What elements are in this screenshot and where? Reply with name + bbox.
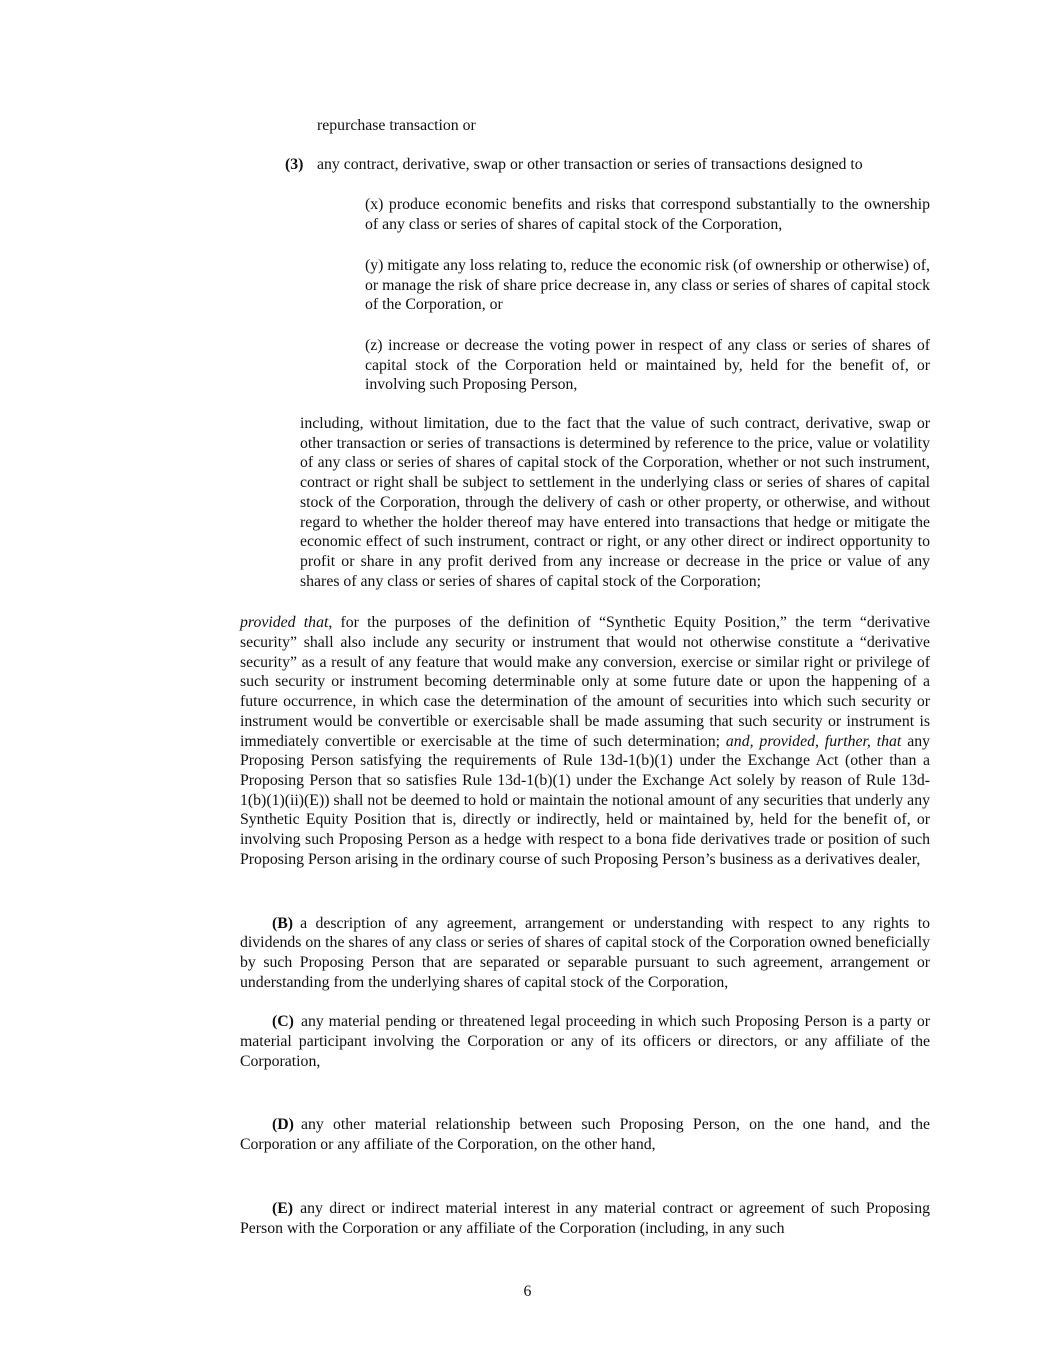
- paragraph-clause-x: (x) produce economic benefits and risks that correspond substantially to the ownership of any class or series of shares of capital stock of the Corporation,: [365, 196, 930, 234]
- item-b-marker: (B): [272, 914, 294, 932]
- paragraph-item-b: [240, 914, 930, 993]
- item-d-text: any other material relationship between such Proposing Person, on the one hand, and the Corporation or any affiliate of the Corporation, on the other hand,: [240, 1116, 930, 1154]
- provided-that-lead-italic: provided that: [240, 614, 329, 632]
- paragraph-item-e: [240, 1199, 930, 1238]
- paragraph-item-3: [240, 155, 930, 175]
- item-c-text: any material pending or threatened legal proceeding in which such Proposing Person is a party or material participant involving the Corporation or any of its officers or directors, or any affiliate of the Corporation,: [240, 1013, 930, 1070]
- page-number: 6: [523, 1283, 532, 1300]
- item-c-marker: (C): [272, 1013, 294, 1031]
- paragraph-including-without-limitation: including, without limitation, due to the fact that the value of such contract, derivative, swap or other transaction or series of transactions is determined by reference to the price, value or volatility of any class or series of shares of capital stock of the Corporation, whether or not such instrument, contract or right shall be subject to settlement in the underlying class or series of shares of capital stock of the Corporation, through the delivery of cash or other property, or otherwise, and without regard to whether the holder thereof may have entered into transactions that hedge or mitigate the economic effect of such instrument, contract or right, or any other direct or indirect opportunity to profit or share in any profit derived from any increase or decrease in the price or value of any shares of any class or series of shares of capital stock of the Corporation;: [300, 415, 930, 590]
- paragraph-provided-that: [240, 613, 930, 869]
- document-body: [240, 116, 930, 1238]
- item-e-text: any direct or indirect material interest in any material contract or agreement of such Proposing Person with the Corporation or any affiliate of the Corporation (including, in any such: [240, 1199, 930, 1237]
- paragraph-repurchase-continuation: repurchase transaction or: [317, 117, 476, 134]
- item-e-marker: (E): [272, 1199, 294, 1217]
- item-3-text: any contract, derivative, swap or other transaction or series of transactions designed to: [317, 155, 863, 173]
- paragraph-clause-y: (y) mitigate any loss relating to, reduce the economic risk (of ownership or otherwise) of, or manage the risk of share price decrease in, any class or series of shares of capital stock of the Corporation, or: [365, 256, 931, 314]
- paragraph-item-c: [240, 1012, 930, 1071]
- item-d-marker: (D): [272, 1116, 294, 1134]
- provided-that-body-1: , for the purposes of the definition of “Synthetic Equity Position,” the term “derivative security” shall also include any security or instrument that would not otherwise constitute a “derivative security” as a result of any feature that would make any conversion, exercise or similar right or privilege of such security or instrument becoming determinable only at some future date or upon the happening of a future occurrence, in which case the determination of the amount of securities into which such security or instrument would be convertible or exercisable shall be made assuming that such security or instrument is immediately convertible or exercisable at the time of such determination;: [240, 614, 930, 750]
- item-3-marker: (3): [285, 155, 304, 173]
- provided-further-italic: and, provided, further, that: [725, 732, 902, 750]
- paragraph-item-d: [240, 1115, 930, 1154]
- item-b-text: a description of any agreement, arrangement or understanding with respect to any rights to dividends on the shares of any class or series of shares of capital stock of the Corporation owned beneficially by such Proposing Person that are separated or separable pursuant to such agreement, arrangement or understanding from the underlying shares of capital stock of the Corporation,: [240, 914, 930, 991]
- paragraph-clause-z: (z) increase or decrease the voting power in respect of any class or series of shares of capital stock of the Corporation held or maintained by, held for the benefit of, or involving such Proposing Person,: [365, 336, 930, 394]
- provided-that-body-2: any Proposing Person satisfying the requirements of Rule 13d-1(b)(1) under the Exchange Act (other than a Proposing Person that so satisfies Rule 13d-1(b)(1) under the Exchange Act solely by reason of Rule 13d-1(b)(1)(ii)(E)) shall not be deemed to hold or maintain the notional amount of any securities that underly any Synthetic Equity Position that is, directly or indirectly, held or maintained by, held for the benefit of, or involving such Proposing Person as a hedge with respect to a bona fide derivatives trade or position of such Proposing Person arising in the ordinary course of such Proposing Person’s business as a derivatives dealer,: [240, 732, 931, 868]
